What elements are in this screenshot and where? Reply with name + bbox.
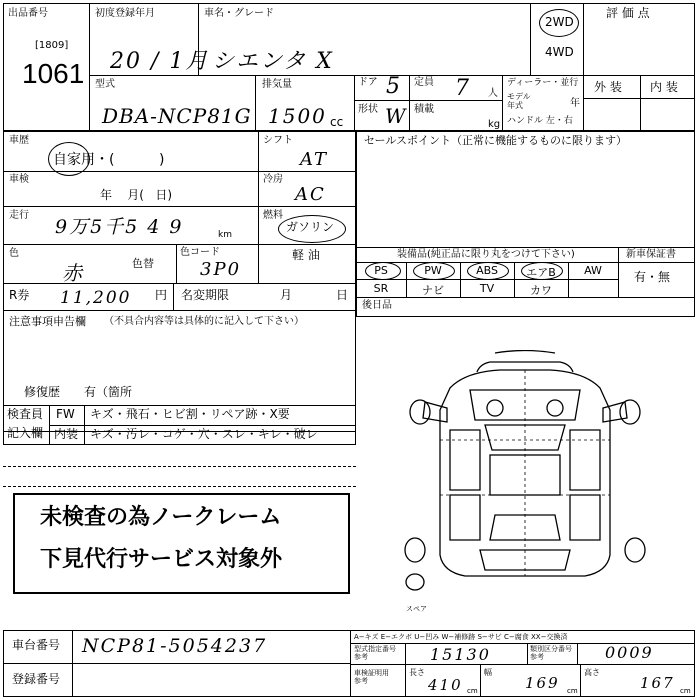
handle-label: ハンドル 左・右 bbox=[507, 116, 573, 126]
load-unit: kg bbox=[488, 119, 501, 130]
width-label: 幅 bbox=[484, 668, 492, 677]
fuel-label: 燃料 bbox=[263, 210, 283, 221]
car-diagram bbox=[395, 350, 655, 610]
warranty-value: 有・無 bbox=[634, 270, 671, 284]
repaint-label: 色替 bbox=[132, 257, 154, 270]
mileage-value: 9万5千5 4 9 bbox=[55, 216, 184, 238]
displacement-label: 排気量 bbox=[262, 79, 292, 90]
color-value: 赤 bbox=[62, 261, 84, 285]
aircon-label: 冷房 bbox=[263, 174, 283, 185]
notice-line-1: 未検査の為ノークレーム bbox=[40, 505, 282, 530]
first-reg-value: 20 / 1月 bbox=[110, 49, 210, 74]
displacement-value: 1500 bbox=[268, 104, 327, 128]
width-value: 169 bbox=[525, 674, 560, 692]
history-options: 自家用・( ) bbox=[53, 152, 165, 168]
repair-history: 修復歴 有（箇所 bbox=[24, 385, 133, 399]
inspector-label-1: 検査員 bbox=[7, 407, 44, 421]
lot-label: 出品番号 bbox=[8, 8, 48, 19]
shape-label: 形状 bbox=[358, 104, 378, 115]
notes-text: （不具合内容等は具体的に記入して下さい） bbox=[104, 316, 304, 327]
aircon-value: AC bbox=[295, 184, 326, 205]
inspector-fw: FW bbox=[56, 407, 75, 421]
fuel-gasoline: ガソリン bbox=[286, 220, 335, 234]
door-value: 5 bbox=[386, 74, 402, 99]
category-label: 類別区分番号 参考 bbox=[530, 645, 572, 661]
warranty-label: 新車保証書 bbox=[626, 249, 676, 260]
capacity-label: 定員 bbox=[414, 77, 434, 88]
damage-legend: A−キズ E−エクボ U−凹み W−補修跡 S−サビ C−腐食 XX−交換済 bbox=[354, 633, 568, 641]
equipment-title: 装備品(純正品に限り丸をつけて下さい) bbox=[397, 249, 575, 260]
interior-label: 内 装 bbox=[650, 80, 678, 94]
eq-airbag: エアB bbox=[526, 266, 556, 279]
dashed-line-1 bbox=[3, 466, 356, 467]
spare-label: スペア bbox=[406, 605, 427, 613]
shaken-value: 年 月( 日) bbox=[100, 188, 173, 202]
eq-navi: ナビ bbox=[422, 284, 444, 297]
shift-label: シフト bbox=[263, 135, 293, 146]
recycle-label: R券 bbox=[9, 288, 30, 302]
shaken-label: 車検 bbox=[9, 174, 29, 185]
drive-2wd: 2WD bbox=[545, 15, 574, 29]
mileage-label: 走行 bbox=[9, 210, 29, 221]
model-spec-label: 型式指定番号 参考 bbox=[354, 645, 396, 661]
cert-label: 車検証明用 参考 bbox=[354, 669, 389, 685]
day-unit: 日 bbox=[336, 288, 349, 302]
inspector-label-2: 記入欄 bbox=[7, 426, 44, 440]
model-year-unit: 年 bbox=[570, 98, 580, 109]
month-unit: 月 bbox=[280, 288, 293, 302]
eq-leather: カワ bbox=[530, 284, 552, 297]
height-label: 高さ bbox=[584, 668, 600, 677]
shift-value: AT bbox=[300, 149, 329, 170]
recycle-value: 11,200 bbox=[60, 288, 132, 308]
capacity-value: 7 bbox=[455, 76, 471, 101]
auction-code: [1809] bbox=[35, 40, 69, 51]
capacity-unit: 人 bbox=[488, 88, 498, 99]
length-unit: cm bbox=[467, 687, 478, 695]
color-code-value: 3P0 bbox=[200, 259, 242, 280]
color-label: 色 bbox=[9, 248, 19, 259]
chassis-type-value: DBA-NCP81G bbox=[102, 104, 252, 128]
model-name-value: シエンタ X bbox=[212, 49, 334, 74]
category-value: 0009 bbox=[605, 643, 654, 662]
cc-unit: cc bbox=[330, 115, 344, 129]
postfit-label: 後日品 bbox=[362, 300, 392, 311]
dealer-label: ディーラー・並行 bbox=[507, 78, 579, 88]
name-change-label: 名変期限 bbox=[181, 288, 230, 302]
color-code-label: 色コード bbox=[180, 247, 220, 258]
recycle-unit: 円 bbox=[155, 288, 168, 302]
width-unit: cm bbox=[567, 687, 578, 695]
chassis-no-label: 車台番号 bbox=[12, 638, 61, 652]
eq-aw: AW bbox=[584, 264, 602, 277]
model-spec-value: 15130 bbox=[430, 645, 491, 664]
dashed-line-2 bbox=[3, 486, 356, 487]
model-name-label: 車名・グレード bbox=[204, 8, 274, 19]
eq-tv: TV bbox=[479, 282, 495, 295]
chassis-type-label: 型式 bbox=[95, 79, 115, 90]
history-label: 車歴 bbox=[9, 135, 29, 146]
chassis-no-value: NCP81-5054237 bbox=[82, 635, 268, 657]
exterior-label: 外 装 bbox=[594, 80, 622, 94]
door-label: ドア bbox=[358, 77, 378, 88]
eq-abs: ABS bbox=[476, 264, 498, 277]
height-unit: cm bbox=[680, 687, 691, 695]
model-year-label: モデル 年式 bbox=[507, 92, 531, 110]
length-label: 長さ bbox=[409, 668, 425, 677]
mileage-unit: km bbox=[218, 230, 232, 240]
inspector-interior-text: キズ・汚レ・コゲ・穴・スレ・キレ・破レ bbox=[90, 427, 318, 441]
evaluation-label: 評 価 点 bbox=[606, 6, 650, 20]
reg-no-label: 登録番号 bbox=[12, 672, 61, 686]
length-value: 410 bbox=[428, 676, 463, 694]
inspector-fw-text: キズ・飛石・ヒビ割・リペア跡・X要 bbox=[90, 407, 290, 421]
eq-ps: PS bbox=[374, 264, 388, 277]
sales-point-label: セールスポイント（正常に機能するものに限ります） bbox=[364, 134, 628, 147]
drive-4wd: 4WD bbox=[545, 45, 574, 59]
height-value: 167 bbox=[640, 674, 675, 692]
load-label: 積載 bbox=[414, 104, 434, 115]
notice-line-2: 下見代行サービス対象外 bbox=[40, 547, 283, 572]
eq-sr: SR bbox=[373, 282, 389, 295]
first-reg-label: 初度登録年月 bbox=[95, 8, 155, 19]
shape-value: W bbox=[385, 104, 408, 128]
notes-label: 注意事項申告欄 bbox=[9, 315, 86, 328]
fuel-diesel: 軽 油 bbox=[292, 248, 320, 262]
inspector-interior: 内装 bbox=[54, 427, 79, 441]
eq-pw: PW bbox=[424, 264, 442, 277]
lot-number: 1061 bbox=[22, 58, 85, 89]
